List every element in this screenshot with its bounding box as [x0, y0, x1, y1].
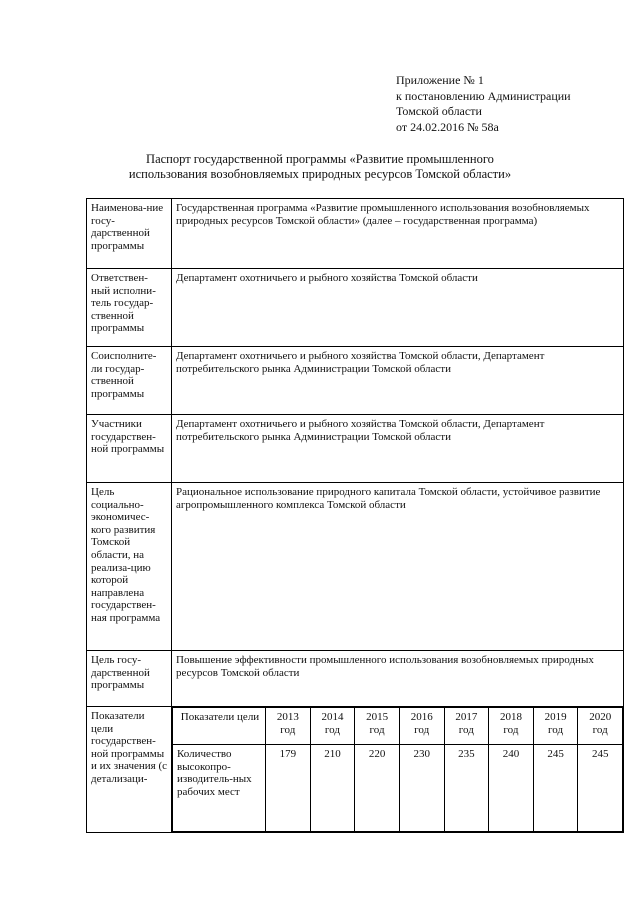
table-row [87, 707, 624, 833]
row-label [87, 707, 172, 833]
program-goal-label: Цель госу-дарственной программы [91, 654, 150, 692]
appendix-decree: к постановлению Администрации [396, 88, 571, 103]
program-goal-value: Повышение эффективности промышленного использования возобновляемых природных ресурсов Томской области [176, 654, 594, 679]
appendix-date: от 24.02.2016 № 58а [396, 119, 499, 134]
indicators-data-row [173, 745, 623, 832]
indicators-header-row [173, 708, 623, 745]
year-header: 2020 год [578, 708, 623, 745]
table-row [87, 347, 624, 415]
table-row [87, 415, 624, 483]
indicator-value: 179 [266, 745, 311, 832]
row-label [87, 269, 172, 347]
row-value [172, 199, 624, 269]
indicators-cell [172, 707, 624, 833]
row-label [87, 651, 172, 707]
indicator-value: 240 [489, 745, 534, 832]
appendix-number: Приложение № 1 [396, 73, 484, 87]
indicator-value: 245 [533, 745, 578, 832]
year-header: 2018 год [489, 708, 534, 745]
row-label [87, 199, 172, 269]
row-value [172, 651, 624, 707]
table-row [87, 651, 624, 707]
table-row [87, 483, 624, 651]
indicator-name-header: Показатели цели [173, 708, 266, 745]
appendix-region: Томской области [396, 104, 482, 118]
row-value [172, 269, 624, 347]
year-header: 2013 год [266, 708, 311, 745]
co-executors-value: Департамент охотничьего и рыбного хозяйства Томской области, Департамент потребительского рынка Администрации Томской области [176, 350, 545, 375]
indicator-value: 235 [444, 745, 489, 832]
indicator-value: 220 [355, 745, 400, 832]
participants-label: Участники государствен-ной программы [91, 418, 165, 456]
socio-economic-goal-label: Цель социально-экономичес-кого развития Томской области, на реализа-цию которой направлена государствен-ная программа [91, 486, 161, 624]
row-value [172, 483, 624, 651]
program-name-label: Наименова-ние госу-дарственной программы [91, 202, 164, 252]
indicator-value: 230 [399, 745, 444, 832]
indicator-value: 245 [578, 745, 623, 832]
page-title [0, 152, 640, 182]
table-row [87, 199, 624, 269]
row-label [87, 347, 172, 415]
title-line-2: использования возобновляемых природных ресурсов Томской области» [128, 167, 512, 181]
indicator-value: 210 [310, 745, 355, 832]
year-header: 2016 год [399, 708, 444, 745]
row-label [87, 483, 172, 651]
year-header: 2017 год [444, 708, 489, 745]
indicator-name: Количество высокопро-изводитель-ных рабочих мест [173, 745, 266, 832]
passport-table [86, 198, 624, 833]
row-label [87, 415, 172, 483]
indicators-table [172, 707, 623, 832]
co-executors-label: Соисполните-ли государ-ственной программы [91, 350, 157, 400]
row-value [172, 347, 624, 415]
row-value [172, 415, 624, 483]
title-line-1: Паспорт государственной программы «Развитие промышленного [146, 152, 494, 166]
responsible-executor-label: Ответствен-ный исполни-тель государ-ственной программы [91, 272, 156, 335]
year-header: 2019 год [533, 708, 578, 745]
indicators-label: Показатели цели государствен-ной программы и их значения (с детализаци- [91, 710, 167, 785]
responsible-executor-value: Департамент охотничьего и рыбного хозяйства Томской области [176, 272, 478, 284]
year-header: 2014 год [310, 708, 355, 745]
participants-value: Департамент охотничьего и рыбного хозяйства Томской области, Департамент потребительского рынка Администрации Томской области [176, 418, 545, 443]
program-name-value: Государственная программа «Развитие промышленного использования возобновляемых природных ресурсов Томской области» (далее – государственная программа) [176, 202, 590, 227]
year-header: 2015 год [355, 708, 400, 745]
table-row [87, 269, 624, 347]
appendix-reference [396, 73, 571, 135]
socio-economic-goal-value: Рациональное использование природного капитала Томской области, устойчивое развитие агропромышленного комплекса Томской области [176, 486, 601, 511]
